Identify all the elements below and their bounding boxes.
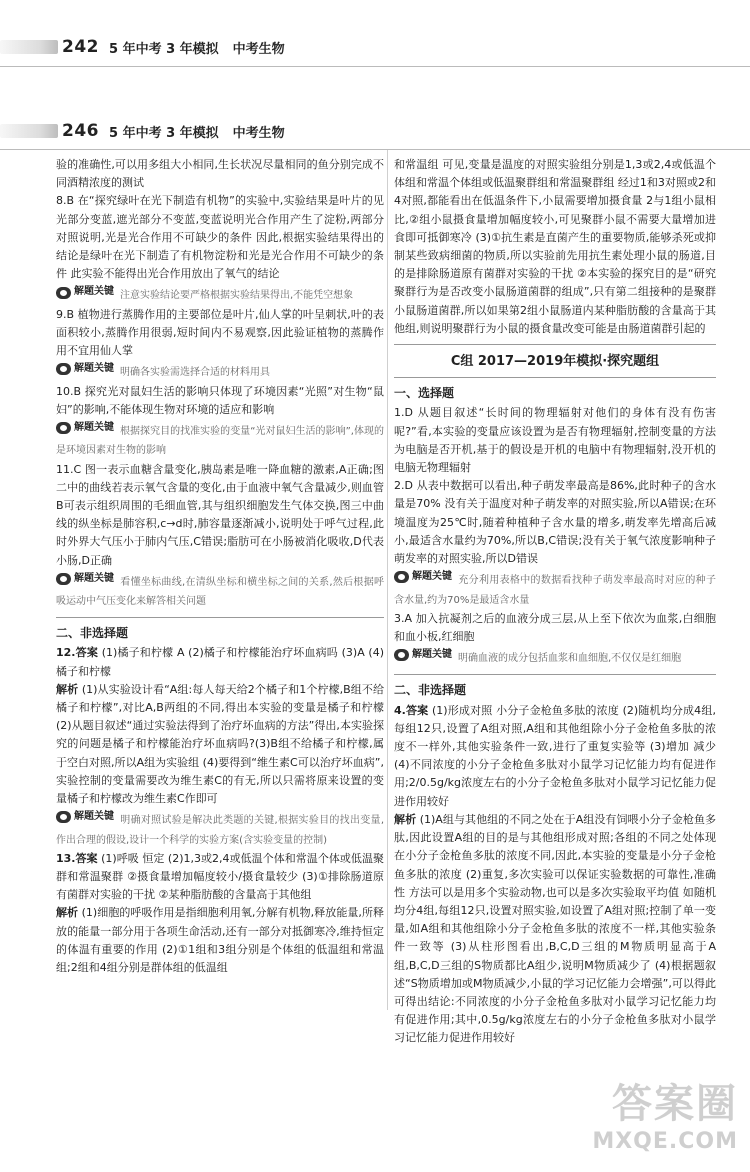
key-icon [56, 363, 71, 375]
book-subtitle: 中考生物 [232, 125, 285, 141]
watermark-logo: 答案圈 MXQE.COM [592, 1081, 738, 1154]
group-rule [394, 377, 716, 378]
page-header-back [0, 30, 750, 64]
key-label: 解题关键 [56, 360, 114, 378]
page-number: 246 [62, 121, 99, 141]
key-note-11: 解题关键 看懂坐标曲线,在清纵坐标和横坐标之间的关系,然后根据呼吸运动中气压变化来解答相关问题 [56, 570, 384, 612]
answer-3: 3.A 加入抗凝剂之后的血液分成三层,从上至下依次为血浆,白细胞和血小板,红细胞 [394, 611, 716, 643]
key-icon [394, 649, 409, 661]
answer-1: 1.D 从题目叙述“长时间的物理辐射对他们的身体有没有伤害呢?”看,本实验的变量应该设置为是否有物理辐射,控制变量的方法为电脑是否开机,基于的假设是开机的电脑中有物理辐射,没开机的电脑无物理辐射 [394, 406, 716, 475]
right-column [394, 156, 716, 1048]
key-label: 解题关键 [56, 283, 114, 301]
section-title: 一、选择题 [394, 386, 455, 401]
key-icon [56, 287, 71, 299]
key-label: 解题关键 [56, 419, 114, 437]
header-rule [0, 66, 750, 67]
answer-11: 11.C 图一表示血糖含量变化,胰岛素是唯一降血糖的激素,A正确;图二中的曲线若表示氧气含量的变化,由于血液中氧气含量减少,则血管B可表示组织周围的毛细血管,其与组织细胞发生气体交换,图三中曲线的纵坐标是肺容积,c→d时,肺容量逐渐减小,说明处于呼气过程,此时外界大气压小于肺内气压,C错误;脂肪可在小肠被消化吸收,D代表小肠,D正确 [56, 462, 384, 567]
key-label: 解题关键 [56, 570, 114, 588]
key-label: 解题关键 [394, 568, 452, 586]
key-icon [394, 571, 409, 583]
section-rule [56, 617, 384, 618]
key-note-9: 解题关键 明确各实验需选择合适的材料用具 [56, 360, 384, 382]
key-note-3: 解题关键 明确血液的成分包括血浆和血细胞,不仅仅是红细胞 [394, 646, 716, 668]
answer-9: 9.B 植物进行蒸腾作用的主要部位是叶片,仙人掌的叶呈刺状,叶的表面积较小,蒸腾作用很弱,短时间内不易观察,因此验证植物的蒸腾作用不宜用仙人掌 [56, 307, 384, 358]
book-title: 5 年中考 3 年模拟 [109, 41, 219, 57]
key-note-8: 解题关键 注意实验结论要严格根据实验结果得出,不能凭空想象 [56, 283, 384, 305]
answer-10: 10.B 探究光对鼠妇生活的影响只体现了环境因素“光照”对生物“鼠妇”的影响,不能体现生物对环境的适应和影响 [56, 384, 384, 416]
section-title: 二、非选择题 [394, 683, 467, 698]
key-icon [56, 573, 71, 585]
page-header [0, 114, 750, 148]
key-note-12: 解题关键 明确对照试验是解决此类题的关键,根据实验目的找出变量,作出合理的假设,设计一个科学的实验方案(含实验变量的控制) [56, 808, 384, 850]
page-number: 242 [62, 37, 99, 57]
answer-2: 2.D 从表中数据可以看出,种子萌发率最高是86%,此时种子的含水量是70% 没有关于温度对种子萌发率的对照实验,所以A错误;在环境温度为25℃时,随着种植种子含水量的增多,萌发率先增高后减小,最适含水量约为70%,所以B,C错误;没有关于氧气浓度影响种子萌发率的对照实验,所以D错误 [394, 479, 716, 566]
answer-13: 13.答案 (1)呼吸 恒定 (2)1,3或2,4或低温个体和常温个体或低温聚群和常温聚群 ②摄食量增加幅度较小/摄食量较少 (3)①排除肠道原有菌群对实验的干扰 ②某种脂肪酸的含量高于其他组 [56, 851, 384, 902]
analysis-13: 解析 (1)细胞的呼吸作用是指细胞利用氧,分解有机物,释放能量,所释放的能量一部分用于各项生命活动,还有一部分对抵御寒冷,维持恒定的体温有重要的作用 (2)①1组和3组分别是个体组的低温组和常温组;2组和4组分别是群体组的低温组 [56, 906, 384, 974]
group-heading: C组 2017—2019年模拟·探究题组 [450, 354, 660, 370]
answer-12: 12.答案 (1)橘子和柠檬 A (2)橘子和柠檬能治疗坏血病吗 (3)A (4)橘子和柠檬 [56, 646, 384, 678]
analysis-12: 解析 (1)从实验设计看“A组:每人每天给2个橘子和1个柠檬,B组不给橘子和柠檬”,对比A,B两组的不同,得出本实验的变量是橘子和柠檬 (2)从题目叙述“通过实验法得到了治疗坏血病的方法”得出,本实验探究的问题是橘子和柠檬能治疗坏血病吗?(3)B组不给橘子和柠檬,属于空白对照,所以A组为实验组 (4)要得到“维生素C可以治疗坏血病”,实验控制的变量需要改为维生素C的有无,所以只需将原来设置的变量橘子和柠檬改为维生素C作即可 [56, 682, 385, 806]
header-decoration [0, 40, 58, 54]
answer-4: 4.答案 (1)形成对照 小分子金枪鱼多肽的浓度 (2)随机均分成4组,每组12只,设置了A组对照,A组和其他组除小分子金枪鱼多肽的浓度不一样外,其他实验条件一致,进行了重复实验等 (3)增加 减少 (4)不同浓度的小分子金枪鱼多肽对小鼠学习记忆能力均有促进作用;2/0.5g/kg浓度左右的小分子金枪鱼多肽对小鼠学习记忆能力促进作用较好 [394, 703, 716, 808]
book-subtitle: 中考生物 [232, 41, 285, 57]
key-note-10: 解题关键 根据探究目的找准实验的变量“光对鼠妇生活的影响”,体现的是环境因素对生物的影响 [56, 419, 384, 461]
column-divider [387, 150, 388, 1010]
book-title: 5 年中考 3 年模拟 [109, 125, 219, 141]
section-title: 二、非选择题 [56, 626, 129, 641]
key-note-2: 解题关键 充分利用表格中的数据看找种子萌发率最高时对应的种子含水量,约为70%是最适含水量 [394, 568, 716, 610]
continued-analysis: 和常温组 可见,变量是温度的对照实验组分别是1,3或2,4或低温个体组和常温个体组或低温聚群组和常温聚群组 经过1和3对照或2和4对照,都能看出在低温条件下,小鼠需要增加摄食量 2与1组小鼠相比,②组小鼠摄食量增加幅度较小,可见聚群小鼠不需要大量增加进食即可抵御寒冷 (3)①抗生素是直菌产生的重要物质,能够杀死或抑制某些致病细菌的物质,所以实验前先用抗生素处理小鼠的肠道,目的是排除肠道原有菌群对实验的干扰 ②本实验的探究目的是“研究聚群行为是否改变小鼠肠道菌群的组成”,只有第二组接种的是聚群小鼠肠道菌群,所以如果第2组小鼠肠道内某种脂肪酸的含量高于其他组,则说明聚群行为小鼠的摄食量改变可能是由肠道菌群引起的 [394, 158, 716, 335]
section-rule [394, 674, 716, 675]
left-column [56, 156, 384, 977]
key-icon [56, 422, 71, 434]
header-rule [0, 149, 750, 150]
continued-paragraph: 验的准确性,可以用多组大小相同,生长状况尽量相同的鱼分别完成不同酒精浓度的测试 [56, 158, 384, 190]
analysis-4: 解析 (1)A组与其他组的不同之处在于A组没有饲喂小分子金枪鱼多肽,因此设置A组的目的是与其他组形成对照;各组的不同之处体现在小分子金枪鱼多肽的浓度不同,因此,本实验的变量是小分子金枪鱼多肽的浓度 (2)重复,多次实验可以保证实验数据的可靠性,准确性 方法可以是用多个实验动物,也可以是多次实验取平均值 如随机均分4组,每组12只,设置对照实验,如设置了A组对照;控制了单一变量,如A组和其他组除小分子金枪鱼多肽的浓度不一样,其他实验条件一致等 (3)从柱形图看出,B,C,D三组的M物质明显高于A组,B,C,D三组的S物质都比A组少,说明M物质减少了 (4)根据题叙述“S物质增加或M物质减少,小鼠的学习记忆能力会增强”,可以得此可得出结论:不同浓度的小分子金枪鱼多肽对小鼠学习记忆能力均有促进作用;其中,0.5g/kg浓度左右的小分子金枪鱼多肽对小鼠学习记忆能力促进作用较好 [394, 812, 717, 1045]
answer-8: 8.B 在“探究绿叶在光下制造有机物”的实验中,实验结果是叶片的见光部分变蓝,遮光部分不变蓝,变蓝说明光合作用产生了淀粉,两部分对照说明,光是光合作用不可缺少的条件 因此,根据实验结果得出的结论是绿叶在光下制造了有机物淀粉和光是光合作用不可缺少的条件 此实验不能得出光合作用放出了氧气的结论 [56, 194, 384, 281]
key-label: 解题关键 [394, 646, 452, 664]
key-icon [56, 811, 71, 823]
group-rule [394, 344, 716, 345]
header-decoration [0, 124, 58, 138]
key-label: 解题关键 [56, 808, 114, 826]
